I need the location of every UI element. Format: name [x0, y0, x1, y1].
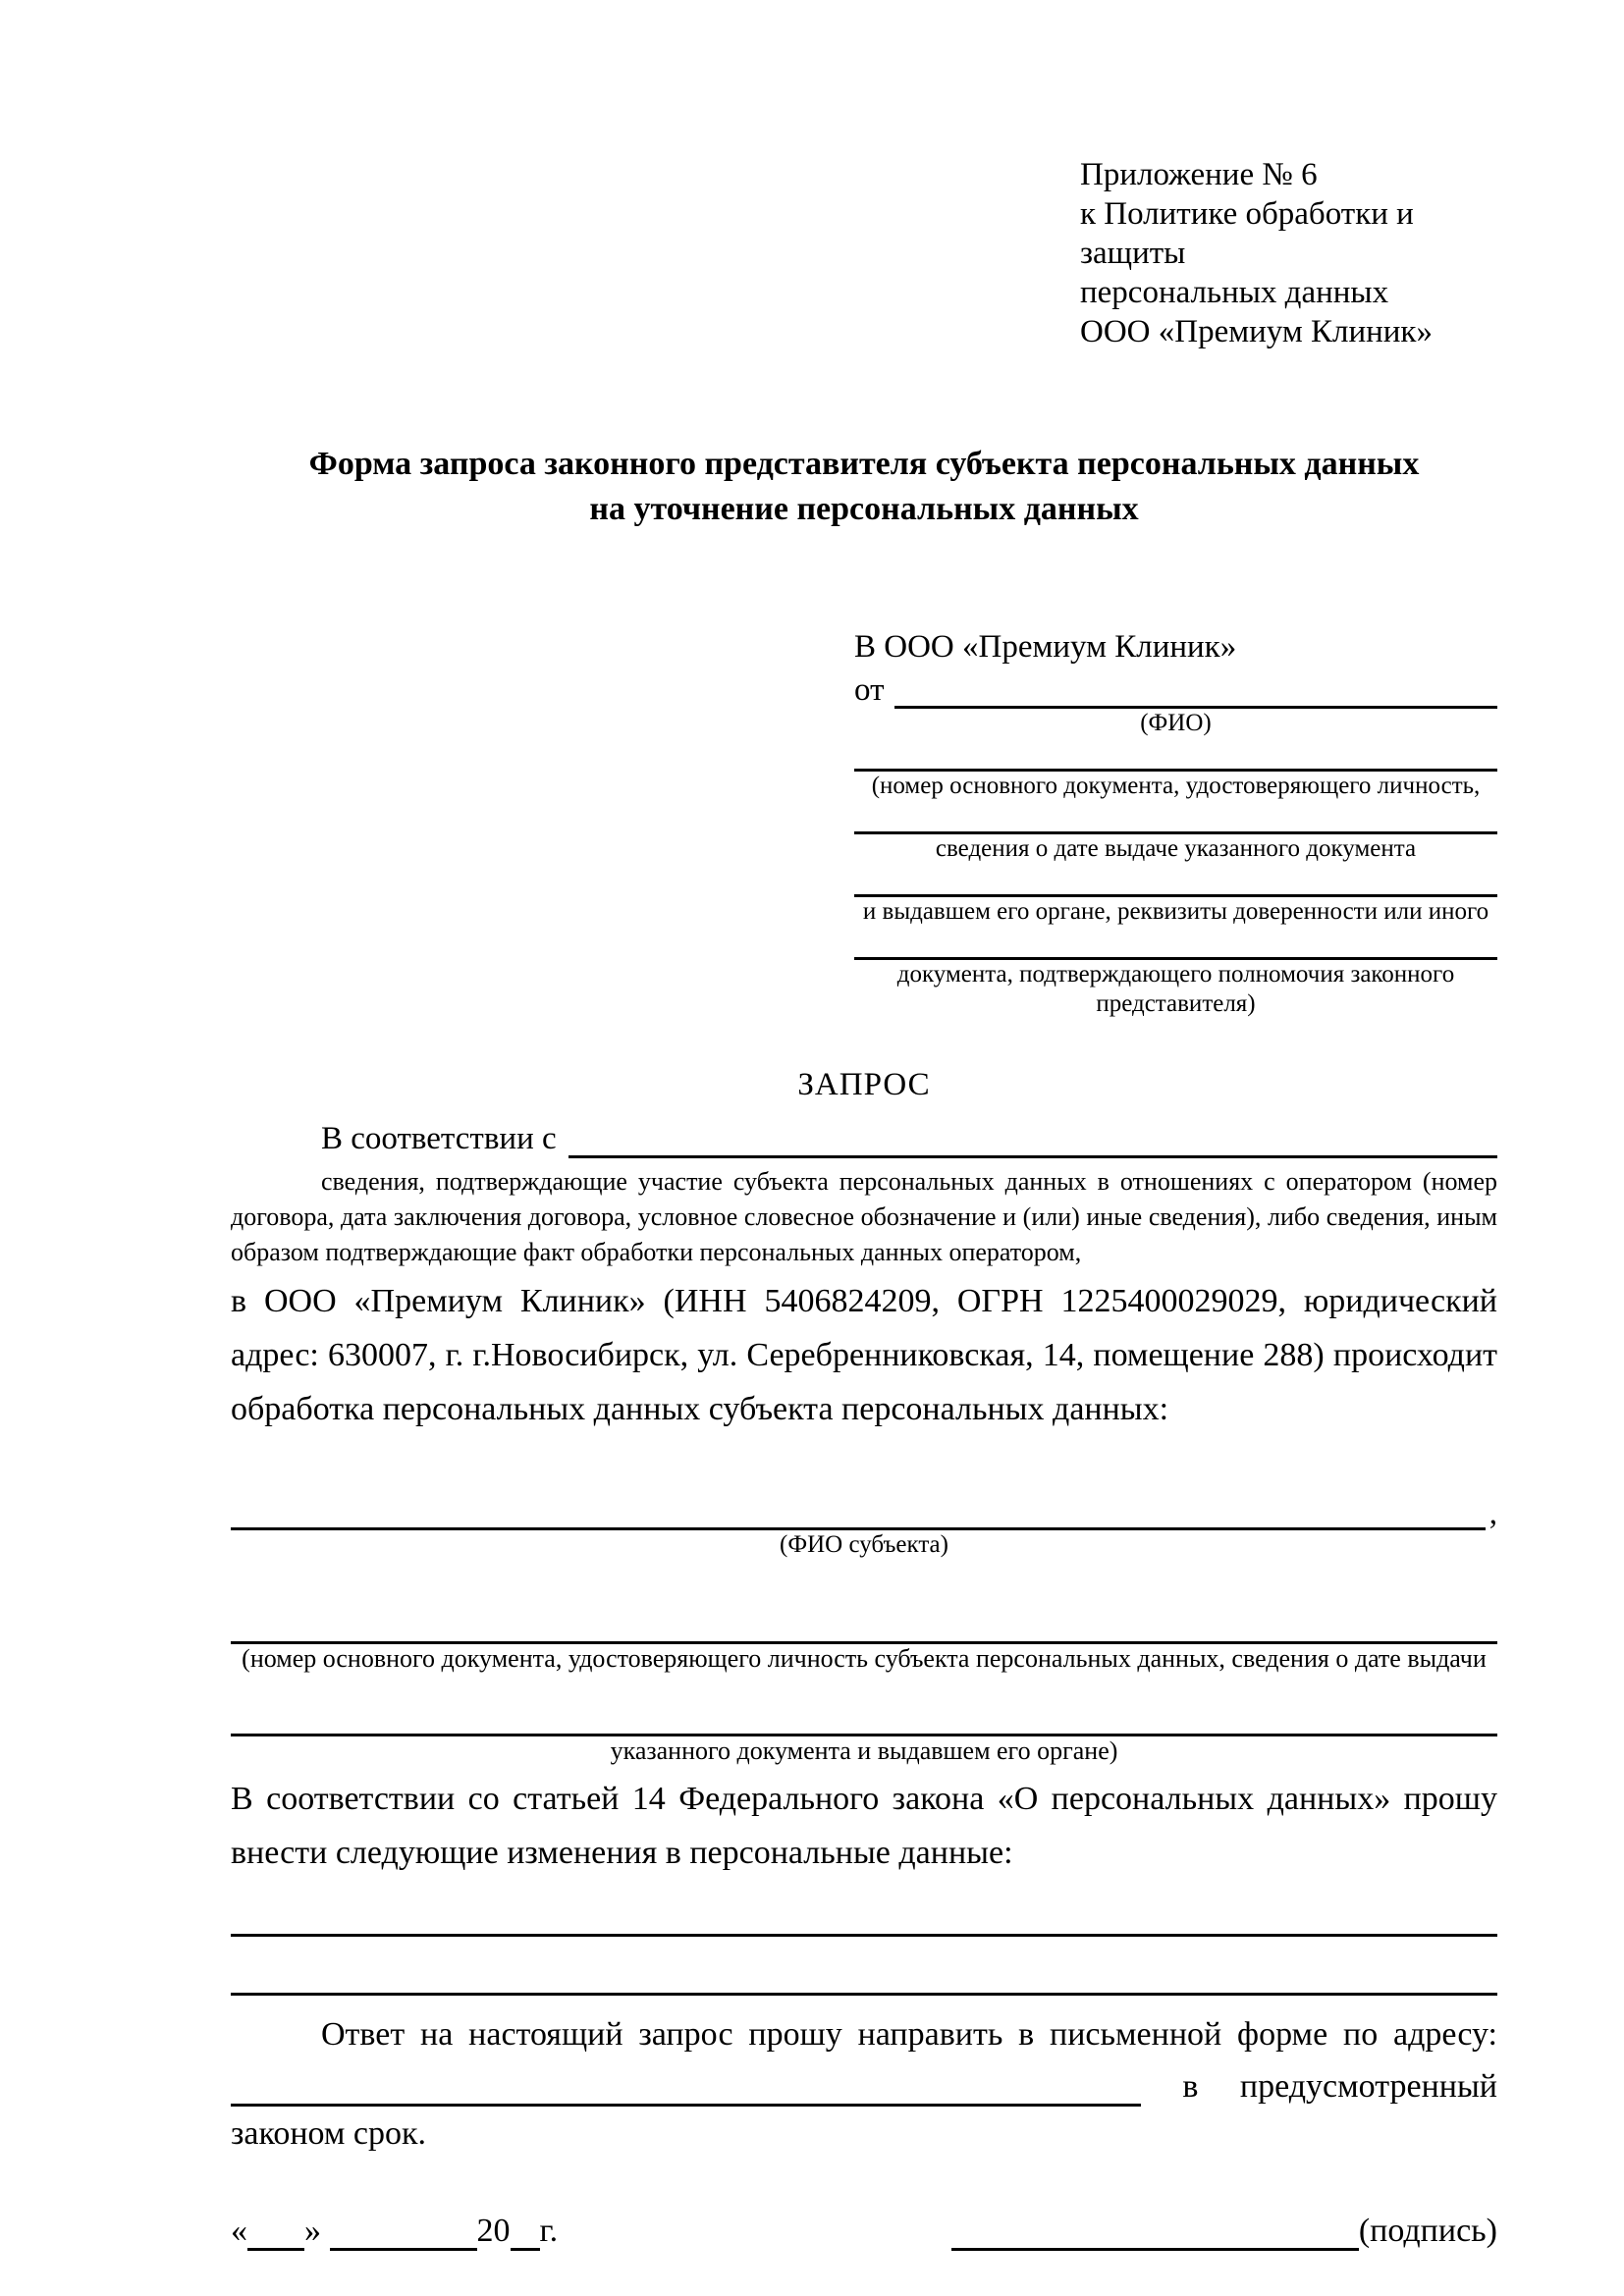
addressee-from-row — [854, 667, 1497, 709]
answer-word: в — [1182, 2068, 1199, 2105]
answer-suffix: законом срок. — [231, 2115, 426, 2152]
request-heading: ЗАПРОС — [797, 1067, 931, 1102]
fill-line-caption: и выдавшем его органе, реквизиты доверенности или иного — [862, 898, 1489, 925]
fill-line — [231, 1988, 1497, 1996]
subject-fio-row — [231, 1487, 1497, 1530]
signature-fill-line — [951, 2217, 1359, 2251]
fill-line-caption: (номер основного документа, удостоверяющего личность, — [871, 773, 1481, 799]
answer-prefix: Ответ на настоящий запрос прошу направить в письменной форме по адресу: — [321, 2016, 1497, 2053]
signature-caption: (подпись) — [1358, 2213, 1497, 2249]
appendix-line: к Политике обработки и защиты — [1080, 196, 1414, 271]
document-title-line1: Форма запроса законного представителя субъекта персональных данных — [308, 446, 1420, 482]
subject-fio-caption: (ФИО субъекта) — [780, 1531, 948, 1558]
fill-line — [231, 1703, 1497, 1736]
year-suffix: г. — [539, 2213, 559, 2249]
document-title — [231, 442, 1497, 532]
fio-caption: (ФИО) — [1140, 710, 1212, 736]
subject-doc-caption-line1: (номер основного документа, удостоверяющего личность субъекта персональных данных, сведения о дате выдачи — [242, 1644, 1487, 1673]
fill-line — [854, 927, 1497, 960]
comma-suffix: , — [1489, 1496, 1497, 1531]
fill-line — [231, 1929, 1497, 1937]
intro-caption: сведения, подтверждающие участие субъекта персональных данных в отношениях с оператором (номер договора, дата заключения договора, условное словесное обозначение и (или) иные сведения), либо сведения, иным образом подтверждающие факт обработки персональных данных оператором, — [231, 1167, 1497, 1266]
date-group — [231, 2212, 558, 2251]
fill-line — [854, 801, 1497, 834]
fill-line — [854, 864, 1497, 897]
intro-row — [231, 1115, 1497, 1158]
fill-line-caption: сведения о дате выдаче указанного документа — [935, 835, 1417, 862]
fill-line — [854, 738, 1497, 772]
document-title-line2: на уточнение персональных данных — [589, 491, 1139, 527]
answer-paragraph — [231, 2007, 1497, 2161]
signature-group — [951, 2212, 1497, 2251]
appendix-line: персональных данных — [1080, 275, 1389, 310]
subject-doc-caption-line2: указанного документа и выдавшем его органе) — [610, 1736, 1118, 1765]
year-fill-line — [511, 2217, 540, 2251]
year-prefix: 20 — [476, 2213, 511, 2249]
appendix-line: Приложение № 6 — [1080, 157, 1318, 192]
intro-fill-line — [568, 1155, 1497, 1158]
month-fill-line — [330, 2217, 477, 2251]
answer-word: предусмотренный — [1239, 2068, 1497, 2105]
from-label: от — [854, 672, 885, 708]
operator-paragraph: в ООО «Премиум Клиник» (ИНН 5406824209, ОГРН 1225400029029, юридический адрес: 630007, г. г.Новосибирск, ул. Серебренниковская, 14, помещение 288) происходит обработка персональных данных субъекта персональных данных: — [231, 1283, 1497, 1427]
footer-row — [231, 2212, 1497, 2251]
day-fill-line — [247, 2217, 304, 2251]
appendix-line: ООО «Премиум Клиник» — [1080, 314, 1433, 349]
quote-open: « — [231, 2213, 247, 2249]
addressee-to: В ООО «Премиум Клиник» — [854, 629, 1237, 665]
fill-line-caption: документа, подтверждающего полномочия законного представителя) — [896, 961, 1455, 1017]
addressee-block — [854, 626, 1497, 1019]
quote-close: » — [304, 2213, 321, 2249]
intro-prefix: В соответствии с — [321, 1121, 557, 1156]
answer-address-row — [231, 2061, 1497, 2107]
fill-line — [231, 1611, 1497, 1644]
address-fill-line — [231, 2061, 1141, 2107]
law-paragraph: В соответствии со статьей 14 Федерального закона «О персональных данных» прошу внести следующие изменения в персональные данные: — [231, 1781, 1497, 1871]
appendix-note — [1080, 155, 1497, 351]
